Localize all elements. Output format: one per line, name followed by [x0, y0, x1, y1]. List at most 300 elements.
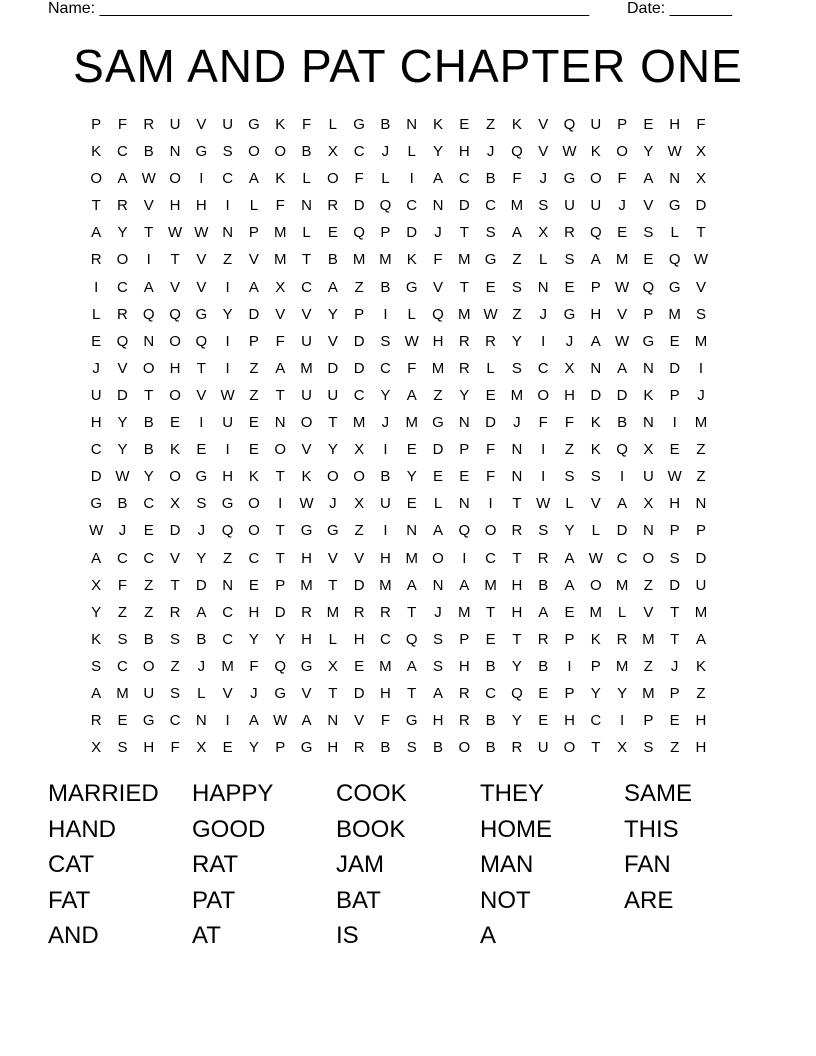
- grid-letter: Y: [248, 739, 259, 757]
- grid-letter: E: [406, 441, 417, 459]
- grid-letter: D: [353, 359, 365, 377]
- grid-letter: W: [693, 251, 709, 269]
- grid-letter: S: [564, 468, 575, 486]
- grid-letter: Q: [642, 278, 655, 296]
- grid-letter: R: [511, 522, 523, 540]
- grid-letter: J: [434, 603, 442, 621]
- grid-letter: J: [513, 414, 521, 432]
- grid-letter: J: [197, 522, 206, 540]
- grid-letter: O: [169, 386, 181, 404]
- grid-row: [83, 627, 714, 654]
- grid-letter: K: [91, 630, 102, 648]
- grid-letter: A: [590, 332, 601, 350]
- grid-letter: R: [143, 116, 155, 133]
- grid-letter: Q: [511, 143, 523, 161]
- grid-letter: I: [94, 278, 99, 296]
- grid-letter: B: [538, 576, 549, 594]
- grid-letter: E: [248, 414, 259, 432]
- grid-letter: G: [668, 278, 681, 296]
- grid-row: [83, 735, 714, 762]
- grid-letter: K: [248, 468, 259, 486]
- grid-letter: M: [458, 603, 471, 621]
- grid-letter: G: [563, 305, 576, 323]
- grid-letter: N: [458, 495, 470, 513]
- grid-letter: O: [458, 739, 471, 757]
- grid-letter: A: [538, 603, 549, 621]
- grid-letter: K: [433, 116, 444, 133]
- grid-letter: K: [275, 116, 286, 133]
- grid-letter: T: [591, 739, 601, 757]
- grid-letter: M: [458, 305, 471, 323]
- grid-letter: Q: [169, 305, 181, 323]
- grid-letter: G: [248, 116, 260, 133]
- grid-letter: M: [379, 251, 392, 269]
- grid-letter: Y: [380, 386, 391, 404]
- grid-letter: X: [354, 495, 365, 513]
- grid-letter: X: [91, 739, 102, 757]
- grid-letter: Y: [143, 468, 154, 486]
- grid-letter: N: [590, 359, 602, 377]
- grid-letter: E: [406, 495, 417, 513]
- grid-letter: L: [197, 684, 206, 702]
- grid-letter: C: [590, 712, 602, 730]
- grid-letter: H: [669, 116, 681, 133]
- grid-letter: W: [615, 278, 630, 296]
- grid-letter: M: [694, 603, 708, 621]
- grid-letter: I: [541, 332, 546, 350]
- grid-letter: T: [275, 468, 285, 486]
- grid-letter: N: [432, 576, 444, 594]
- grid-letter: R: [458, 359, 470, 377]
- grid-letter: Y: [459, 386, 470, 404]
- grid-letter: O: [274, 143, 287, 161]
- grid-letter: T: [696, 224, 706, 242]
- grid-letter: G: [353, 116, 365, 133]
- grid-letter: W: [404, 332, 419, 350]
- grid-letter: I: [672, 414, 677, 432]
- grid-letter: Z: [144, 603, 154, 621]
- grid-letter: A: [327, 278, 338, 296]
- grid-letter: D: [616, 386, 628, 404]
- grid-letter: V: [327, 332, 338, 350]
- grid-letter: V: [222, 684, 233, 702]
- grid-letter: E: [669, 441, 680, 459]
- grid-letter: D: [353, 332, 365, 350]
- grid-letter: K: [643, 386, 654, 404]
- grid-letter: P: [669, 522, 680, 540]
- grid-letter: G: [642, 332, 655, 350]
- grid-letter: T: [196, 359, 206, 377]
- grid-letter: G: [405, 712, 418, 730]
- grid-letter: X: [695, 170, 706, 188]
- grid-letter: Q: [221, 522, 234, 540]
- grid-letter: C: [353, 143, 365, 161]
- grid-letter: H: [590, 305, 602, 323]
- grid-letter: E: [485, 630, 496, 648]
- grid-letter: L: [381, 170, 390, 188]
- grid-letter: N: [511, 441, 523, 459]
- grid-letter: W: [615, 332, 630, 350]
- grid-letter: R: [90, 712, 102, 730]
- grid-letter: E: [564, 278, 575, 296]
- grid-letter: V: [248, 251, 259, 269]
- grid-letter: B: [196, 630, 207, 648]
- word-item: A: [480, 922, 497, 949]
- header: [48, 0, 740, 20]
- grid-letter: N: [432, 197, 444, 215]
- grid-letter: I: [488, 495, 493, 513]
- grid-letter: X: [695, 143, 706, 161]
- grid-letter: N: [222, 576, 234, 594]
- grid-letter: H: [169, 359, 181, 377]
- grid-letter: N: [274, 414, 286, 432]
- grid-letter: Z: [696, 468, 706, 486]
- grid-letter: V: [143, 197, 154, 215]
- grid-letter: L: [407, 143, 416, 161]
- grid-letter: P: [248, 332, 259, 350]
- grid-letter: Q: [142, 305, 155, 323]
- word-list: [48, 776, 768, 954]
- grid-letter: T: [301, 251, 312, 269]
- grid-letter: J: [381, 143, 390, 161]
- grid-letter: R: [301, 603, 312, 621]
- grid-letter: R: [327, 197, 339, 215]
- grid-letter: R: [616, 630, 628, 648]
- grid-letter: B: [380, 468, 391, 486]
- grid-letter: L: [91, 305, 101, 323]
- grid-letter: O: [142, 657, 155, 675]
- grid-letter: J: [539, 170, 547, 188]
- grid-letter: E: [91, 332, 102, 350]
- grid-letter: N: [669, 170, 681, 188]
- grid-letter: K: [91, 143, 102, 161]
- grid-letter: C: [169, 712, 181, 730]
- grid-letter: E: [669, 332, 680, 350]
- grid-letter: B: [117, 495, 128, 513]
- grid-letter: H: [169, 197, 181, 215]
- grid-letter: M: [405, 414, 418, 432]
- grid-letter: K: [275, 170, 286, 188]
- grid-letter: A: [143, 278, 154, 296]
- grid-letter: L: [302, 224, 311, 242]
- grid-letter: D: [669, 576, 681, 594]
- grid-letter: S: [538, 197, 549, 215]
- grid-letter: T: [144, 224, 154, 242]
- grid-row: [83, 464, 714, 491]
- grid-letter: W: [588, 549, 603, 567]
- grid-letter: V: [170, 278, 181, 296]
- word-item: ARE: [624, 886, 674, 914]
- grid-letter: K: [695, 657, 706, 675]
- grid-letter: M: [615, 251, 629, 269]
- grid-letter: V: [196, 386, 207, 404]
- grid-letter: N: [222, 224, 234, 242]
- grid-letter: V: [117, 359, 128, 377]
- grid-letter: F: [696, 116, 706, 133]
- grid-row: [83, 302, 714, 329]
- grid-letter: B: [485, 170, 496, 188]
- grid-letter: S: [669, 549, 680, 567]
- grid-letter: T: [670, 630, 680, 648]
- word-item: BOOK: [336, 815, 406, 843]
- grid-letter: B: [380, 739, 391, 757]
- grid-letter: Y: [117, 224, 128, 242]
- grid-letter: E: [170, 414, 181, 432]
- page-title: SAM AND PAT CHAPTER ONE: [73, 40, 743, 92]
- grid-letter: B: [617, 414, 628, 432]
- grid-letter: T: [459, 224, 469, 242]
- grid-letter: T: [670, 603, 680, 621]
- grid-letter: F: [354, 170, 364, 188]
- grid-letter: Y: [117, 441, 128, 459]
- grid-letter: X: [327, 657, 338, 675]
- grid-letter: Y: [564, 522, 575, 540]
- grid-letter: S: [511, 359, 522, 377]
- grid-letter: D: [616, 522, 628, 540]
- grid-letter: O: [142, 359, 155, 377]
- grid-letter: W: [141, 170, 156, 188]
- grid-letter: S: [643, 224, 654, 242]
- grid-letter: H: [327, 739, 339, 757]
- grid-letter: J: [618, 197, 626, 215]
- grid-letter: H: [564, 386, 575, 404]
- grid-letter: B: [380, 278, 391, 296]
- grid-letter: G: [90, 495, 102, 513]
- grid-letter: R: [90, 251, 102, 269]
- grid-letter: R: [353, 603, 365, 621]
- grid-letter: U: [169, 116, 181, 133]
- grid-letter: Z: [354, 522, 364, 540]
- grid-letter: P: [643, 305, 654, 323]
- word-item: COOK: [336, 780, 407, 807]
- grid-letter: L: [539, 251, 548, 269]
- grid-letter: P: [275, 739, 286, 757]
- grid-letter: T: [512, 495, 522, 513]
- grid-letter: D: [406, 224, 418, 242]
- grid-letter: L: [302, 170, 311, 188]
- grid-letter: P: [459, 630, 470, 648]
- grid-letter: I: [567, 657, 572, 675]
- grid-letter: I: [698, 359, 704, 377]
- grid-letter: V: [695, 278, 706, 296]
- grid-letter: P: [590, 657, 601, 675]
- grid-letter: C: [222, 603, 234, 621]
- grid-letter: U: [301, 332, 312, 350]
- grid-letter: F: [301, 116, 312, 133]
- word-item: MARRIED: [48, 780, 159, 807]
- grid-letter: V: [538, 116, 549, 133]
- grid-letter: A: [117, 170, 128, 188]
- grid-letter: T: [328, 684, 338, 702]
- grid-letter: A: [459, 576, 470, 594]
- grid-letter: F: [275, 197, 285, 215]
- grid-row: [83, 275, 714, 302]
- grid-letter: I: [225, 359, 230, 377]
- grid-letter: V: [196, 251, 207, 269]
- grid-letter: F: [486, 468, 496, 486]
- grid-letter: P: [617, 116, 628, 133]
- grid-letter: H: [195, 197, 207, 215]
- word-item: HAPPY: [192, 780, 274, 807]
- grid-letter: A: [433, 684, 444, 702]
- grid-letter: I: [225, 332, 230, 350]
- grid-letter: C: [143, 495, 155, 513]
- grid-letter: M: [510, 386, 524, 404]
- grid-letter: N: [169, 143, 181, 161]
- grid-letter: Q: [668, 251, 681, 269]
- grid-letter: F: [564, 414, 575, 432]
- grid-letter: T: [407, 684, 417, 702]
- grid-letter: K: [590, 441, 601, 459]
- grid-letter: M: [352, 251, 366, 269]
- grid-letter: V: [538, 143, 549, 161]
- grid-letter: Q: [589, 224, 602, 242]
- grid-letter: N: [511, 468, 523, 486]
- grid-letter: A: [433, 522, 444, 540]
- grid-letter: J: [250, 684, 258, 702]
- grid-letter: J: [539, 305, 547, 323]
- grid-letter: D: [353, 197, 365, 215]
- grid-letter: O: [563, 739, 576, 757]
- grid-letter: P: [91, 116, 102, 133]
- grid-letter: F: [433, 251, 443, 269]
- grid-letter: L: [565, 495, 574, 513]
- grid-letter: F: [486, 441, 496, 459]
- grid-letter: J: [329, 495, 337, 513]
- grid-letter: A: [248, 170, 259, 188]
- grid-letter: B: [301, 143, 312, 161]
- grid-letter: U: [564, 197, 575, 215]
- grid-letter: E: [248, 441, 259, 459]
- grid-letter: M: [221, 657, 234, 675]
- grid-letter: F: [617, 170, 627, 188]
- grid-letter: D: [669, 359, 681, 377]
- grid-row: [83, 410, 714, 437]
- grid-letter: W: [562, 143, 577, 161]
- grid-letter: E: [643, 251, 654, 269]
- grid-letter: I: [225, 712, 230, 730]
- grid-letter: I: [199, 170, 204, 188]
- grid-letter: O: [116, 251, 129, 269]
- grid-letter: L: [591, 522, 600, 540]
- word-item: THIS: [624, 815, 679, 843]
- date-label: Date: _______: [627, 0, 732, 17]
- grid-letter: T: [275, 522, 285, 540]
- grid-letter: C: [143, 549, 155, 567]
- grid-letter: B: [485, 712, 496, 730]
- grid-row: [83, 491, 714, 518]
- grid-letter: L: [617, 603, 627, 621]
- grid-letter: N: [327, 712, 339, 730]
- grid-letter: T: [328, 576, 338, 594]
- grid-letter: S: [695, 305, 706, 323]
- grid-letter: M: [484, 576, 497, 594]
- grid-letter: A: [406, 576, 417, 594]
- grid-letter: P: [669, 386, 680, 404]
- grid-row: [83, 247, 714, 274]
- grid-letter: S: [91, 657, 102, 675]
- grid-letter: V: [617, 305, 628, 323]
- grid-letter: W: [194, 224, 209, 242]
- grid-letter: U: [642, 468, 654, 486]
- grid-letter: F: [275, 332, 285, 350]
- grid-letter: J: [197, 657, 206, 675]
- grid-letter: Q: [563, 116, 576, 133]
- grid-letter: K: [301, 468, 312, 486]
- grid-letter: A: [564, 576, 575, 594]
- grid-letter: O: [169, 170, 181, 188]
- grid-letter: G: [300, 522, 313, 540]
- grid-letter: Z: [249, 386, 259, 404]
- word-item: FAT: [48, 886, 91, 914]
- word-row: [48, 812, 768, 848]
- grid-letter: N: [642, 522, 654, 540]
- grid-letter: V: [301, 441, 312, 459]
- grid-letter: Z: [223, 549, 233, 567]
- grid-letter: Q: [616, 441, 628, 459]
- grid-letter: M: [510, 197, 524, 215]
- grid-letter: P: [590, 278, 601, 296]
- letter-grid: [83, 112, 714, 762]
- grid-letter: S: [564, 251, 575, 269]
- grid-letter: N: [143, 332, 155, 350]
- grid-letter: R: [117, 197, 128, 215]
- grid-letter: F: [538, 414, 548, 432]
- grid-letter: P: [354, 305, 365, 323]
- grid-letter: Y: [590, 684, 601, 702]
- grid-letter: J: [486, 143, 495, 161]
- grid-letter: Q: [353, 224, 365, 242]
- grid-letter: Y: [511, 657, 522, 675]
- grid-letter: R: [117, 305, 128, 323]
- grid-letter: P: [564, 684, 575, 702]
- grid-letter: E: [354, 657, 365, 675]
- grid-letter: M: [273, 251, 287, 269]
- grid-letter: U: [222, 414, 234, 432]
- grid-letter: I: [225, 278, 230, 296]
- grid-letter: M: [589, 603, 603, 621]
- grid-row: [83, 220, 714, 247]
- grid-letter: D: [90, 468, 102, 486]
- grid-letter: A: [695, 630, 706, 648]
- grid-letter: M: [300, 576, 313, 594]
- grid-letter: U: [143, 684, 155, 702]
- grid-letter: G: [563, 170, 576, 188]
- grid-letter: E: [143, 522, 154, 540]
- grid-letter: I: [225, 197, 230, 215]
- grid-letter: H: [222, 468, 234, 486]
- grid-letter: M: [326, 603, 340, 621]
- grid-letter: R: [564, 224, 575, 242]
- grid-letter: H: [90, 414, 102, 432]
- grid-letter: C: [616, 549, 628, 567]
- grid-letter: O: [248, 495, 260, 513]
- grid-letter: R: [169, 603, 181, 621]
- grid-letter: X: [564, 359, 575, 377]
- grid-letter: F: [512, 170, 522, 188]
- grid-letter: E: [564, 603, 575, 621]
- grid-letter: M: [352, 414, 366, 432]
- grid-letter: I: [146, 251, 151, 269]
- grid-letter: D: [432, 441, 444, 459]
- grid-letter: Q: [379, 197, 392, 215]
- word-item: MAN: [480, 851, 534, 878]
- word-item: RAT: [192, 851, 239, 878]
- word-row: [48, 883, 768, 919]
- grid-letter: O: [353, 468, 365, 486]
- grid-letter: M: [668, 305, 681, 323]
- grid-letter: H: [669, 495, 681, 513]
